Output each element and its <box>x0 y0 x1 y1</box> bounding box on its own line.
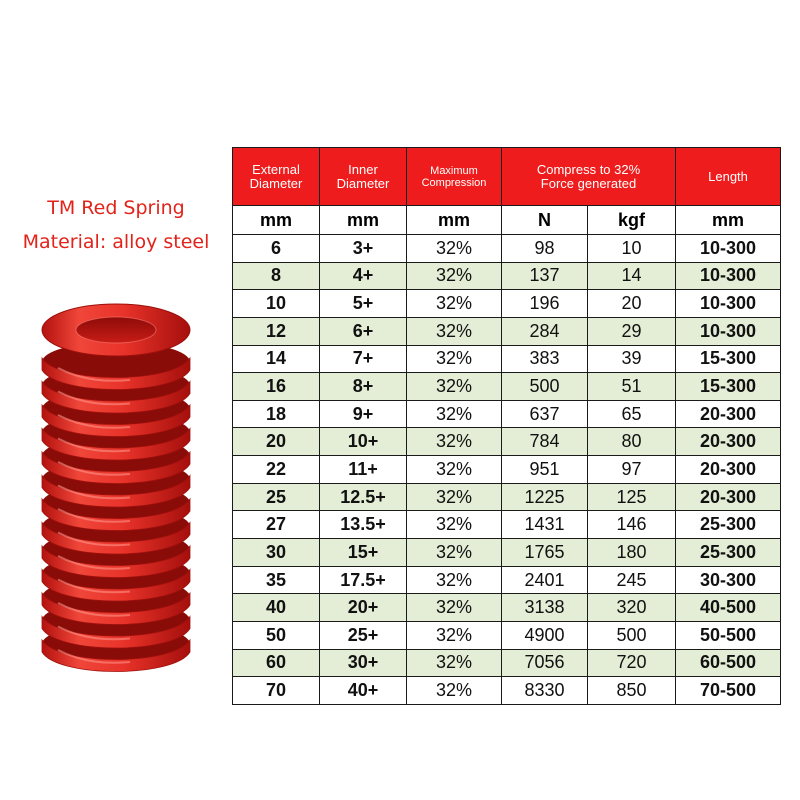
unit-cell: mm <box>676 206 781 235</box>
table-cell: 3+ <box>320 235 407 263</box>
table-cell: 7+ <box>320 345 407 373</box>
table-cell: 32% <box>407 483 502 511</box>
table-cell: 9+ <box>320 400 407 428</box>
table-cell: 383 <box>502 345 588 373</box>
table-cell: 500 <box>588 621 676 649</box>
table-cell: 10+ <box>320 428 407 456</box>
table-cell: 32% <box>407 345 502 373</box>
table-cell: 1765 <box>502 539 588 567</box>
table-row <box>233 511 781 539</box>
table-cell: 20 <box>233 428 320 456</box>
table-cell: 25 <box>233 483 320 511</box>
table-row <box>233 345 781 373</box>
table-row <box>233 539 781 567</box>
table-cell: 637 <box>502 400 588 428</box>
table-cell: 98 <box>502 235 588 263</box>
table-cell: 7056 <box>502 649 588 677</box>
table-cell: 10-300 <box>676 262 781 290</box>
table-cell: 60 <box>233 649 320 677</box>
table-cell: 2401 <box>502 566 588 594</box>
table-cell: 8330 <box>502 677 588 705</box>
table-cell: 39 <box>588 345 676 373</box>
table-cell: 25+ <box>320 621 407 649</box>
table-cell: 6+ <box>320 317 407 345</box>
table-cell: 32% <box>407 566 502 594</box>
table-cell: 32% <box>407 511 502 539</box>
table-row <box>233 483 781 511</box>
header-compress-force: Compress to 32% Force generated <box>502 148 676 206</box>
unit-cell: mm <box>233 206 320 235</box>
table-cell: 18 <box>233 400 320 428</box>
table-cell: 97 <box>588 456 676 484</box>
unit-cell: kgf <box>588 206 676 235</box>
table-cell: 32% <box>407 594 502 622</box>
table-cell: 4900 <box>502 621 588 649</box>
product-title: TM Red Spring <box>47 197 185 219</box>
table-cell: 12 <box>233 317 320 345</box>
table-cell: 6 <box>233 235 320 263</box>
table-cell: 720 <box>588 649 676 677</box>
table-cell: 80 <box>588 428 676 456</box>
table-cell: 29 <box>588 317 676 345</box>
table-row <box>233 428 781 456</box>
table-row <box>233 649 781 677</box>
table-cell: 11+ <box>320 456 407 484</box>
units-row <box>233 206 781 235</box>
table-cell: 5+ <box>320 290 407 318</box>
table-row <box>233 290 781 318</box>
table-cell: 20-300 <box>676 428 781 456</box>
table-cell: 13.5+ <box>320 511 407 539</box>
table-cell: 4+ <box>320 262 407 290</box>
table-cell: 32% <box>407 373 502 401</box>
header-inner-diameter: Inner Diameter <box>320 148 407 206</box>
table-cell: 32% <box>407 649 502 677</box>
spring-spec-table <box>232 147 781 705</box>
table-cell: 20 <box>588 290 676 318</box>
table-cell: 10 <box>588 235 676 263</box>
table-cell: 784 <box>502 428 588 456</box>
table-cell: 60-500 <box>676 649 781 677</box>
table-cell: 125 <box>588 483 676 511</box>
table-row <box>233 400 781 428</box>
table-cell: 32% <box>407 621 502 649</box>
table-cell: 40-500 <box>676 594 781 622</box>
table-cell: 284 <box>502 317 588 345</box>
header-maximum-compression: Maximum Compression <box>407 148 502 206</box>
table-row <box>233 456 781 484</box>
table-cell: 180 <box>588 539 676 567</box>
table-cell: 32% <box>407 539 502 567</box>
header-length: Length <box>676 148 781 206</box>
table-cell: 15-300 <box>676 345 781 373</box>
table-cell: 51 <box>588 373 676 401</box>
table-row <box>233 566 781 594</box>
material-caption: Material: alloy steel <box>22 231 210 253</box>
table-cell: 40+ <box>320 677 407 705</box>
table-cell: 30+ <box>320 649 407 677</box>
table-cell: 146 <box>588 511 676 539</box>
table-row <box>233 677 781 705</box>
table-row <box>233 235 781 263</box>
unit-cell: mm <box>407 206 502 235</box>
table-cell: 14 <box>588 262 676 290</box>
table-cell: 10-300 <box>676 235 781 263</box>
table-cell: 951 <box>502 456 588 484</box>
table-cell: 65 <box>588 400 676 428</box>
table-cell: 20-300 <box>676 456 781 484</box>
table-cell: 8 <box>233 262 320 290</box>
table-cell: 32% <box>407 235 502 263</box>
table-cell: 25-300 <box>676 539 781 567</box>
table-cell: 32% <box>407 428 502 456</box>
table-cell: 245 <box>588 566 676 594</box>
table-cell: 25-300 <box>676 511 781 539</box>
table-row <box>233 594 781 622</box>
table-cell: 20+ <box>320 594 407 622</box>
table-cell: 10 <box>233 290 320 318</box>
table-cell: 22 <box>233 456 320 484</box>
table-cell: 32% <box>407 317 502 345</box>
table-cell: 32% <box>407 456 502 484</box>
table-cell: 850 <box>588 677 676 705</box>
table-cell: 10-300 <box>676 290 781 318</box>
table-row <box>233 373 781 401</box>
table-cell: 30 <box>233 539 320 567</box>
table-cell: 196 <box>502 290 588 318</box>
table-cell: 20-300 <box>676 400 781 428</box>
table-cell: 50 <box>233 621 320 649</box>
table-cell: 137 <box>502 262 588 290</box>
table-cell: 1431 <box>502 511 588 539</box>
table-cell: 20-300 <box>676 483 781 511</box>
header-external-diameter: External Diameter <box>233 148 320 206</box>
table-cell: 32% <box>407 677 502 705</box>
unit-cell: N <box>502 206 588 235</box>
table-cell: 1225 <box>502 483 588 511</box>
table-cell: 8+ <box>320 373 407 401</box>
table-cell: 3138 <box>502 594 588 622</box>
table-cell: 32% <box>407 262 502 290</box>
table-row <box>233 621 781 649</box>
table-cell: 12.5+ <box>320 483 407 511</box>
table-cell: 27 <box>233 511 320 539</box>
table-cell: 30-300 <box>676 566 781 594</box>
table-cell: 15-300 <box>676 373 781 401</box>
red-compression-spring-icon <box>38 300 194 672</box>
table-cell: 70 <box>233 677 320 705</box>
table-cell: 32% <box>407 400 502 428</box>
table-cell: 17.5+ <box>320 566 407 594</box>
table-cell: 320 <box>588 594 676 622</box>
table-cell: 16 <box>233 373 320 401</box>
table-header-row <box>233 148 781 206</box>
table-cell: 50-500 <box>676 621 781 649</box>
unit-cell: mm <box>320 206 407 235</box>
table-row <box>233 317 781 345</box>
table-cell: 14 <box>233 345 320 373</box>
table-cell: 10-300 <box>676 317 781 345</box>
table-cell: 500 <box>502 373 588 401</box>
table-cell: 32% <box>407 290 502 318</box>
table-cell: 15+ <box>320 539 407 567</box>
table-row <box>233 262 781 290</box>
table-cell: 35 <box>233 566 320 594</box>
table-cell: 70-500 <box>676 677 781 705</box>
table-cell: 40 <box>233 594 320 622</box>
